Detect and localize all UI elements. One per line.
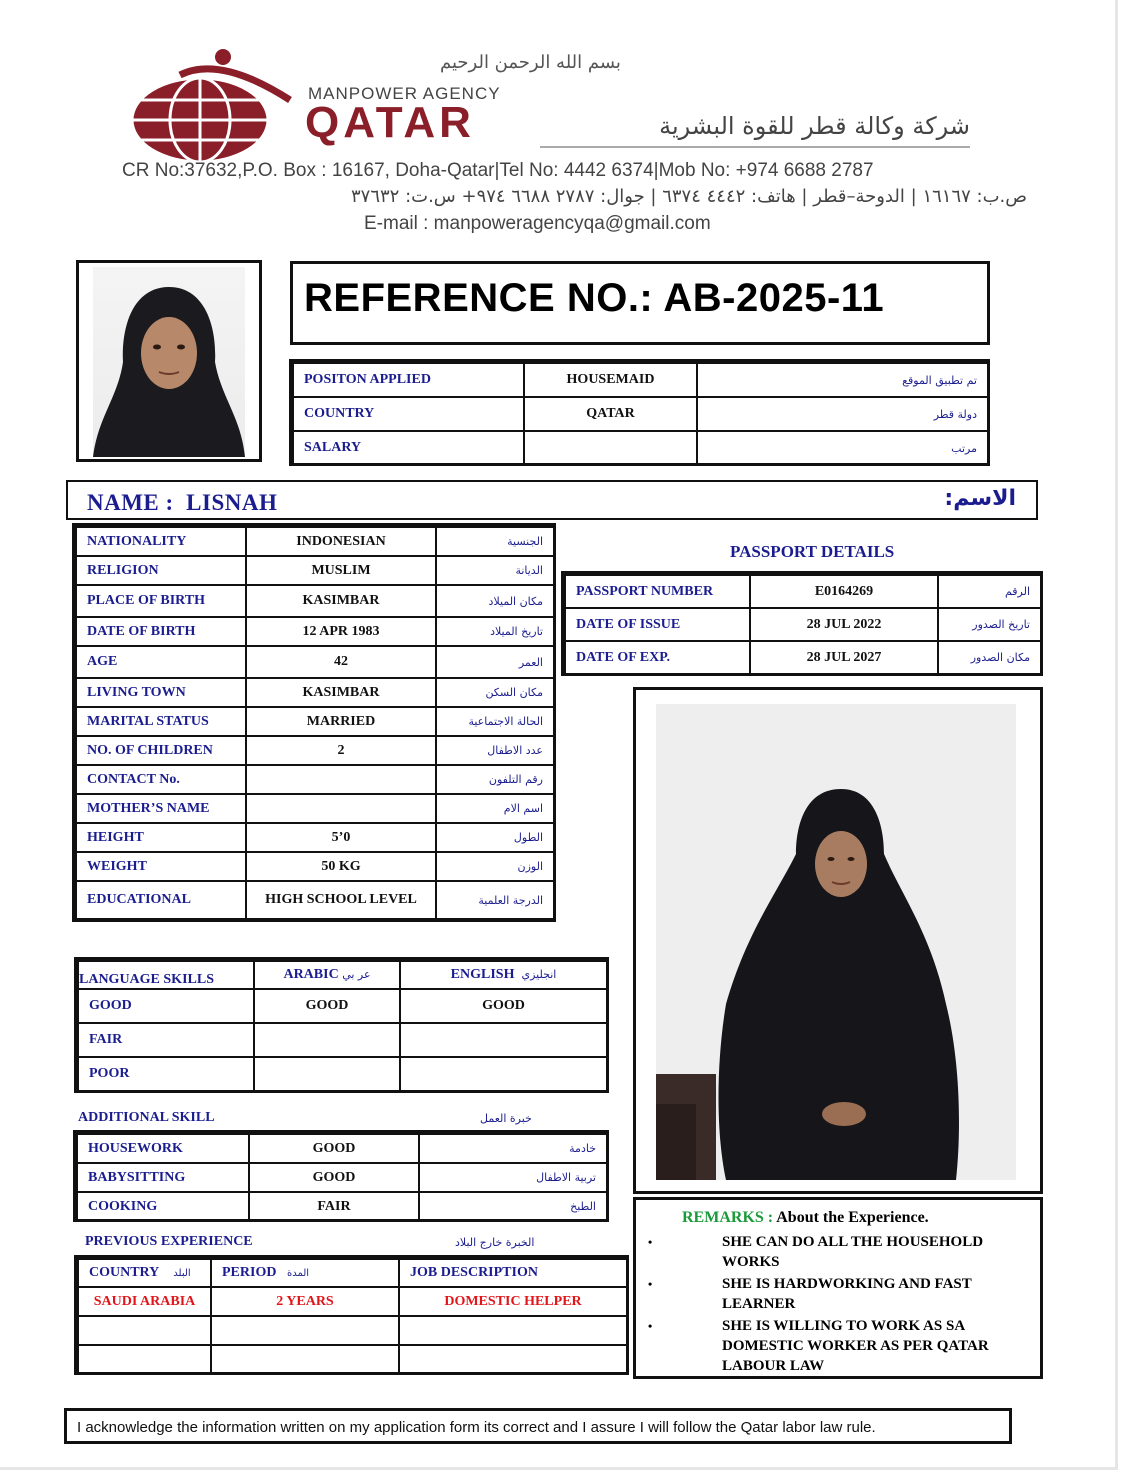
acknowledgement-box (64, 1408, 1012, 1444)
personal-row (76, 852, 554, 881)
personal-arabic-label: العمر (436, 646, 554, 678)
additional-skill-title: ADDITIONAL SKILL (78, 1110, 215, 1125)
passport-table (564, 574, 1042, 675)
agency-name-line2: QATAR (305, 98, 475, 147)
skill-arabic-label: تربية الاطفال (419, 1163, 607, 1192)
personal-arabic-label: الطول (436, 823, 554, 852)
arabic-col-header-ar: عر بي (342, 968, 371, 981)
experience-row (78, 1316, 627, 1345)
personal-row (76, 646, 554, 678)
skill-arabic-label: الطبخ (419, 1192, 607, 1221)
skill-value: GOOD (249, 1134, 419, 1163)
exp-country-value: SAUDI ARABIA (78, 1287, 211, 1316)
english-level-value (400, 1057, 607, 1091)
personal-row (76, 527, 554, 556)
position-row (293, 431, 988, 465)
passport-value: 28 JUL 2022 (750, 608, 938, 641)
personal-row (76, 765, 554, 794)
position-value: HOUSEMAID (524, 363, 697, 397)
personal-value: KASIMBAR (246, 585, 436, 617)
skill-value: FAIR (249, 1192, 419, 1221)
person-full-body-icon (656, 704, 1016, 1180)
personal-arabic-label: عدد الاطفال (436, 736, 554, 765)
english-level-value: GOOD (400, 989, 607, 1023)
agency-header (0, 0, 1118, 250)
position-table (292, 362, 989, 466)
remark-text: SHE CAN DO ALL THE HOUSEHOLD WORKS (722, 1234, 984, 1270)
exp-job-value (399, 1345, 627, 1374)
additional-skill-table (76, 1133, 608, 1222)
personal-row (76, 585, 554, 617)
experience-row (78, 1345, 627, 1374)
bullet-icon: • (648, 1235, 653, 1249)
personal-value: 2 (246, 736, 436, 765)
personal-row (76, 881, 554, 919)
remark-item (636, 1274, 1040, 1314)
full-photo-frame (633, 687, 1043, 1194)
language-row (78, 1023, 607, 1057)
remark-text: SHE IS HARDWORKING AND FAST LEARNER (722, 1276, 972, 1312)
globe-logo-icon (120, 45, 300, 165)
passport-label: DATE OF EXP. (565, 641, 750, 674)
exp-country-value (78, 1345, 211, 1374)
personal-value: KASIMBAR (246, 678, 436, 707)
exp-country-value (78, 1316, 211, 1345)
language-row (78, 1057, 607, 1091)
personal-arabic-label: مكان السكن (436, 678, 554, 707)
english-col-header: ENGLISH (450, 967, 515, 982)
personal-value: INDONESIAN (246, 527, 436, 556)
personal-row (76, 794, 554, 823)
language-level-label: FAIR (78, 1023, 254, 1057)
remark-text: SHE IS WILLING TO WORK AS SA DOMESTIC WORKER AS PER QATAR LABOUR LAW (722, 1318, 989, 1374)
exp-period-value (211, 1345, 399, 1374)
header-underline (540, 146, 970, 148)
personal-arabic-label: الديانة (436, 556, 554, 585)
personal-arabic-label: رقم التلفون (436, 765, 554, 794)
profile-photo (93, 267, 245, 457)
name-arabic-label: الاسم: (944, 486, 1016, 511)
remarks-heading (682, 1209, 929, 1227)
personal-value: 12 APR 1983 (246, 617, 436, 646)
remark-item (636, 1316, 1040, 1376)
english-col-header-ar: انجليزي (521, 968, 557, 981)
personal-label: PLACE OF BIRTH (76, 585, 246, 617)
skill-label: HOUSEWORK (77, 1134, 249, 1163)
agency-name-line1: MANPOWER AGENCY (308, 84, 501, 103)
acknowledgement-text: I acknowledge the information written on my application form its correct and I assure I will follow the Qatar labor law rule. (77, 1419, 876, 1436)
contact-english: CR No:37632,P.O. Box : 16167, Doha-Qatar|Tel No: 4442 6374|Mob No: +974 6688 2787 (122, 160, 874, 181)
previous-experience-title-ar: الخبرة خارج البلاد (455, 1236, 535, 1249)
passport-value: E0164269 (750, 575, 938, 608)
personal-value: 5’0 (246, 823, 436, 852)
personal-arabic-label: اسم الام (436, 794, 554, 823)
bismillah: بسم الله الرحمن الرحيم (440, 52, 621, 73)
personal-arabic-label: الحالة الاجتماعية (436, 707, 554, 736)
personal-row (76, 678, 554, 707)
contact-arabic: ص.ب: ١٦١٦٧ | الدوحة–قطر | هاتف: ٤٤٤٢ ٦٣٧٤ | جوال: ٢٧٨٧ ٦٦٨٨ ٩٧٤+ س.ت: ٣٧٦٣٢ (351, 186, 1027, 207)
bullet-icon: • (648, 1277, 653, 1291)
arabic-level-value (254, 1023, 400, 1057)
personal-label: NO. OF CHILDREN (76, 736, 246, 765)
experience-table (77, 1258, 628, 1375)
personal-value: MUSLIM (246, 556, 436, 585)
passport-label: DATE OF ISSUE (565, 608, 750, 641)
exp-job-value: DOMESTIC HELPER (399, 1287, 627, 1316)
personal-row (76, 617, 554, 646)
personal-row (76, 736, 554, 765)
english-level-value (400, 1023, 607, 1057)
personal-label: HEIGHT (76, 823, 246, 852)
skill-row (77, 1192, 607, 1221)
passport-arabic-label: مكان الصدور (938, 641, 1041, 674)
position-value: QATAR (524, 397, 697, 431)
personal-value: 50 KG (246, 852, 436, 881)
additional-skill-title-ar: خبرة العمل (480, 1112, 532, 1125)
reference-number: REFERENCE NO.: AB-2025-11 (304, 276, 885, 320)
skill-row (77, 1163, 607, 1192)
language-level-label: GOOD (78, 989, 254, 1023)
personal-label: CONTACT No. (76, 765, 246, 794)
personal-label: AGE (76, 646, 246, 678)
arabic-col-header: ARABIC (283, 967, 339, 982)
language-level-label: POOR (78, 1057, 254, 1091)
remarks-label: REMARKS : (682, 1209, 774, 1226)
position-arabic-label: دولة قطر (697, 397, 988, 431)
remarks-box (633, 1197, 1043, 1379)
remark-item (636, 1232, 1040, 1272)
reference-box (290, 261, 990, 345)
exp-job-value (399, 1316, 627, 1345)
person-headshot-icon (93, 267, 245, 457)
email: E-mail : manpoweragencyqa@gmail.com (364, 213, 711, 234)
personal-arabic-label: تاريخ الميلاد (436, 617, 554, 646)
language-row (78, 989, 607, 1023)
position-label: POSITON APPLIED (293, 363, 524, 397)
position-label: SALARY (293, 431, 524, 465)
remarks-subtitle: About the Experience. (776, 1209, 929, 1226)
experience-row (78, 1287, 627, 1316)
skill-row (77, 1134, 607, 1163)
exp-country-header: COUNTRY (89, 1265, 160, 1280)
exp-period-header: PERIOD (222, 1265, 277, 1280)
personal-label: MOTHER’S NAME (76, 794, 246, 823)
passport-arabic-label: الرقم (938, 575, 1041, 608)
position-arabic-label: تم تطبيق الموقع (697, 363, 988, 397)
personal-label: LIVING TOWN (76, 678, 246, 707)
full-body-photo (656, 704, 1016, 1180)
personal-value: HIGH SCHOOL LEVEL (246, 881, 436, 919)
bullet-icon: • (648, 1319, 653, 1333)
passport-value: 28 JUL 2027 (750, 641, 938, 674)
language-skills-title: LANGUAGE SKILLS (79, 972, 214, 987)
personal-value (246, 794, 436, 823)
profile-photo-frame (76, 260, 262, 462)
arabic-level-value (254, 1057, 400, 1091)
position-row (293, 397, 988, 431)
personal-row (76, 823, 554, 852)
position-value (524, 431, 697, 465)
skill-label: COOKING (77, 1192, 249, 1221)
exp-job-header: JOB DESCRIPTION (410, 1265, 538, 1280)
personal-details-table (75, 526, 555, 920)
previous-experience-title: PREVIOUS EXPERIENCE (85, 1234, 253, 1249)
personal-arabic-label: الجنسية (436, 527, 554, 556)
passport-title: PASSPORT DETAILS (730, 542, 895, 561)
passport-row (565, 575, 1041, 608)
personal-row (76, 556, 554, 585)
position-row (293, 363, 988, 397)
passport-arabic-label: تاريخ الصدور (938, 608, 1041, 641)
exp-period-header-ar: المدة (286, 1268, 310, 1279)
personal-label: WEIGHT (76, 852, 246, 881)
personal-label: EDUCATIONAL (76, 881, 246, 919)
skill-value: GOOD (249, 1163, 419, 1192)
personal-label: DATE OF BIRTH (76, 617, 246, 646)
language-skills-table (77, 960, 608, 1092)
personal-row (76, 707, 554, 736)
passport-row (565, 608, 1041, 641)
name-bar (66, 480, 1038, 520)
personal-value: 42 (246, 646, 436, 678)
exp-period-value (211, 1316, 399, 1345)
personal-value: MARRIED (246, 707, 436, 736)
passport-row (565, 641, 1041, 674)
passport-label: PASSPORT NUMBER (565, 575, 750, 608)
personal-label: MARITAL STATUS (76, 707, 246, 736)
agency-name-arabic: شركة وكالة قطر للقوة البشرية (659, 112, 970, 140)
personal-arabic-label: الوزن (436, 852, 554, 881)
exp-country-header-ar: البلد (173, 1268, 191, 1279)
skill-label: BABYSITTING (77, 1163, 249, 1192)
remarks-list (636, 1232, 1040, 1378)
exp-period-value: 2 YEARS (211, 1287, 399, 1316)
arabic-level-value: GOOD (254, 989, 400, 1023)
personal-value (246, 765, 436, 794)
skill-arabic-label: خادمة (419, 1134, 607, 1163)
personal-label: RELIGION (76, 556, 246, 585)
applicant-name: NAME : LISNAH (87, 490, 278, 515)
personal-label: NATIONALITY (76, 527, 246, 556)
personal-arabic-label: مكان الميلاد (436, 585, 554, 617)
position-arabic-label: مرتب (697, 431, 988, 465)
personal-arabic-label: الدرجة العلمية (436, 881, 554, 919)
position-label: COUNTRY (293, 397, 524, 431)
